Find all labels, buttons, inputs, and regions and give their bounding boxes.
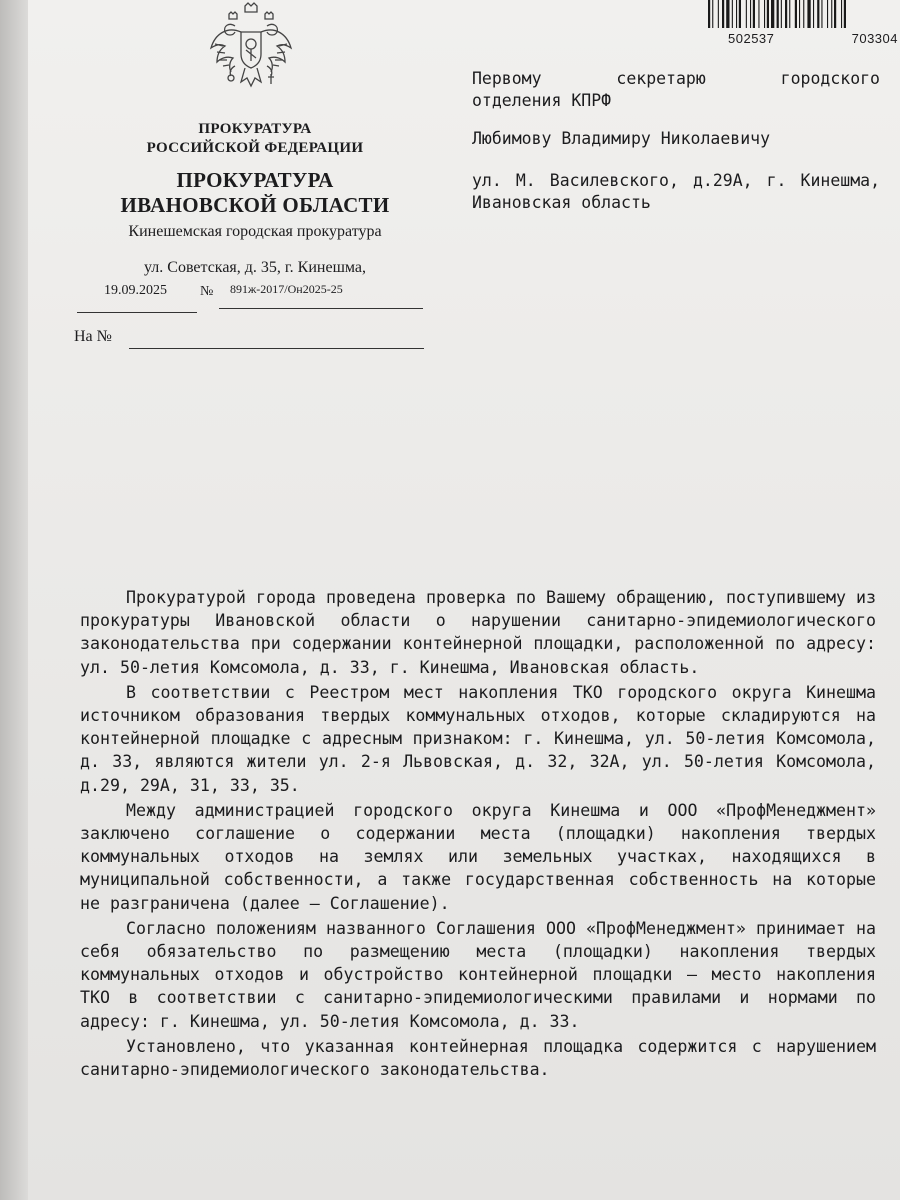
coat-of-arms-icon <box>205 2 297 90</box>
reply-to-underline <box>129 348 424 349</box>
registration-date: 19.09.2025 <box>104 283 167 298</box>
sender-address: ул. Советская, д. 35, г. Кинешма, <box>143 259 367 276</box>
addressee-name: Любимову Владимиру Николаевичу <box>472 129 771 148</box>
addressee-line-1: Первому секретарю городского <box>472 69 880 88</box>
letter-body <box>80 586 876 1081</box>
barcode-number-right: 703304 <box>851 31 898 46</box>
sender-block <box>60 120 450 278</box>
date-underline <box>77 312 197 313</box>
number-sign: № <box>200 284 214 299</box>
barcode-number-left: 502537 <box>728 31 775 46</box>
body-paragraph-4: Согласно положениям названного Соглашения ООО «ПрофМенеджмент» принимает на себя обязательство по размещению места (площадки) накопления твердых коммунальных отходов и обустройство контейнерной площадки – место накопления ТКО в соответствии с санитарно-эпидемиологическими правилами и нормами по адресу: г. Кинешма, ул. 50-летия Комсомола, д. 33. <box>80 918 876 1031</box>
sender-line-4: ИВАНОВСКОЙ ОБЛАСТИ <box>120 193 390 217</box>
addressee-address: ул. М. Василевского, д.29А, г. Кинешма, Ивановская область <box>472 171 880 212</box>
sender-line-5: Кинешемская городская прокуратура <box>128 223 382 240</box>
number-underline <box>219 308 423 309</box>
registration-number: 891ж-2017/Он2025-25 <box>230 282 343 296</box>
body-paragraph-1: Прокуратурой города проведена проверка по Вашему обращению, поступившему из прокуратуры Ивановской области о нарушении санитарно-эпидемиологического законодательства при содержании контейнерной площадки, расположенной по адресу: ул. 50-летия Комсомола, д. 33, г. Кинешма, Ивановская область. <box>80 588 876 677</box>
reply-to-label: На № <box>74 328 112 345</box>
barcode-numbers <box>728 31 898 46</box>
addressee-line-2: отделения КПРФ <box>472 91 612 110</box>
body-paragraph-5: Установлено, что указанная контейнерная площадка содержится с нарушением санитарно-эпидемиологического законодательства. <box>80 1036 876 1080</box>
sender-line-2: РОССИЙСКОЙ ФЕДЕРАЦИИ <box>146 140 364 156</box>
sender-line-3: ПРОКУРАТУРА <box>176 168 334 192</box>
body-paragraph-2: В соответствии с Реестром мест накопления ТКО городского округа Кинешма источником образования твердых коммунальных отходов, которые складируются на контейнерной площадке с адресным признаком: г. Кинешма, ул. 50-летия Комсомола, д. 33, являются жители ул. 2-я Львовская, д. 32, 32А, ул. 50-летия Комсомола, д.29, 29А, 31, 33, 35. <box>80 682 876 795</box>
page-shadow-edge <box>0 0 28 1200</box>
addressee-block <box>472 68 880 214</box>
sender-line-1: ПРОКУРАТУРА <box>198 121 312 137</box>
body-paragraph-3: Между администрацией городского округа Кинешма и ООО «ПрофМенеджмент» заключено соглашение о содержании места (площадки) накопления твердых коммунальных отходов на землях или земельных участках, находящихся в муниципальной собственности, а также государственная собственность на которые не разграничена (далее – Соглашение). <box>80 800 876 913</box>
